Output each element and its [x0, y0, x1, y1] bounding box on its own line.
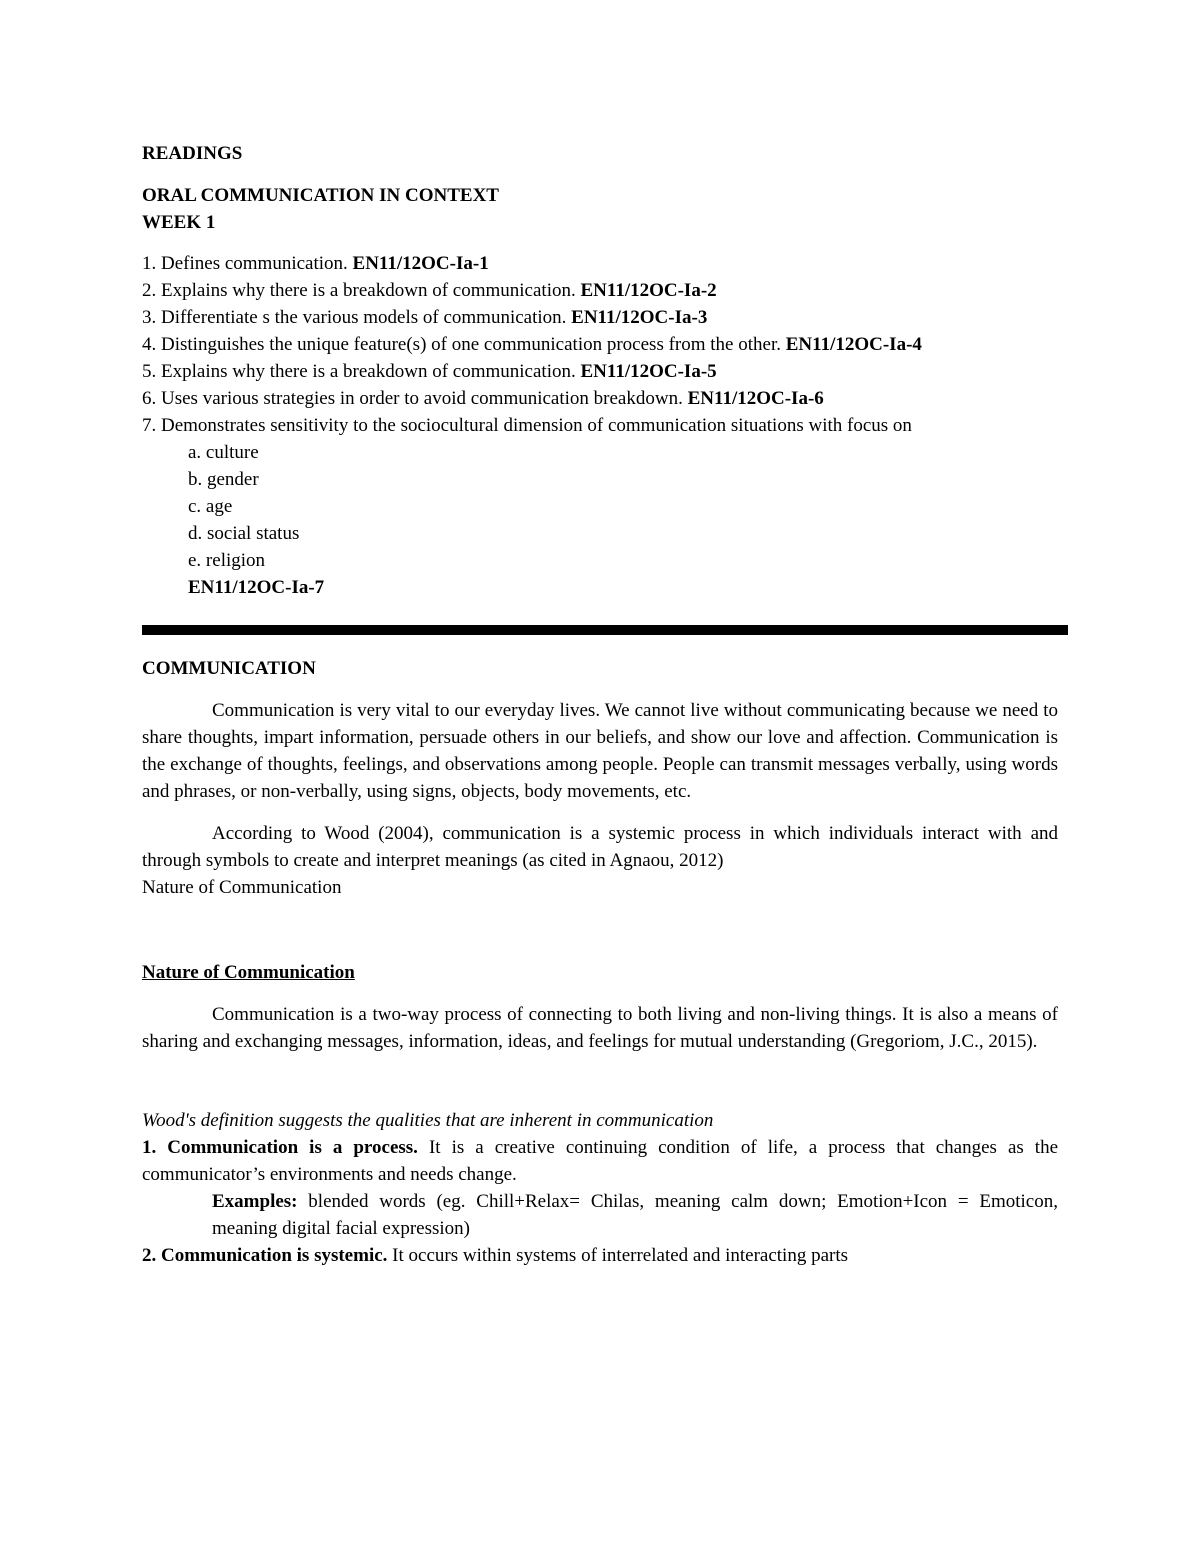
- woods-point-1: [142, 1134, 1058, 1188]
- sublist-code: EN11/12OC-Ia-7: [188, 577, 325, 598]
- objective-text: 2. Explains why there is a breakdown of communication.: [142, 280, 581, 301]
- objective-item: [142, 277, 1058, 304]
- sublist-item: d. social status: [188, 523, 300, 544]
- objective-text: 1. Defines communication.: [142, 253, 353, 274]
- readings-heading: READINGS: [142, 143, 243, 164]
- objective-text: 5. Explains why there is a breakdown of communication.: [142, 361, 581, 382]
- objective-text: 3. Differentiate s the various models of communication.: [142, 307, 572, 328]
- communication-heading: COMMUNICATION: [142, 658, 316, 679]
- sublist-item: e. religion: [188, 550, 266, 571]
- communication-paragraph-1: Communication is very vital to our everyday lives. We cannot live without communicating because we need to share thoughts, impart information, persuade others in our beliefs, and show our love and affection. Communication is the exchange of thoughts, feelings, and observations among people. People can transmit messages verbally, using words and phrases, or non-verbally, using signs, objects, body movements, etc.: [142, 700, 1058, 802]
- objective-code: EN11/12OC-Ia-2: [580, 280, 717, 301]
- objective-item: [142, 331, 1058, 358]
- objectives-list: [142, 250, 1058, 601]
- course-title: ORAL COMMUNICATION IN CONTEXT: [142, 185, 499, 206]
- objective-code: EN11/12OC-Ia-4: [785, 334, 922, 355]
- objective-text: 6. Uses various strategies in order to avoid communication breakdown.: [142, 388, 688, 409]
- point-2-title: 2. Communication is systemic.: [142, 1245, 388, 1266]
- communication-section: [142, 655, 1058, 1269]
- objective-text: 4. Distinguishes the unique feature(s) of one communication process from the other.: [142, 334, 786, 355]
- objective-item: [142, 412, 1058, 439]
- objective-item: [142, 304, 1058, 331]
- sublist-item: a. culture: [188, 442, 259, 463]
- objective-code: EN11/12OC-Ia-1: [352, 253, 489, 274]
- sublist-item: b. gender: [188, 469, 259, 490]
- examples-label: Examples:: [212, 1191, 298, 1212]
- objective-item: [142, 250, 1058, 277]
- objective-item: [142, 358, 1058, 385]
- objective-code: EN11/12OC-Ia-3: [571, 307, 708, 328]
- examples-text: blended words (eg. Chill+Relax= Chilas, meaning calm down; Emotion+Icon = Emoticon, meaning digital facial expression): [212, 1191, 1058, 1239]
- week-label: WEEK 1: [142, 212, 216, 233]
- objective-code: EN11/12OC-Ia-5: [580, 361, 717, 382]
- point-1-title: 1. Communication is a process.: [142, 1137, 418, 1158]
- point-2-text: It occurs within systems of interrelated and interacting parts: [387, 1245, 849, 1266]
- nature-paragraph: Communication is a two-way process of connecting to both living and non-living things. It is also a means of sharing and exchanging messages, information, ideas, and feelings for mutual understanding (Gregoriom, J.C., 2015).: [142, 1004, 1058, 1052]
- woods-point-2: [142, 1242, 1058, 1269]
- objective-text: 7. Demonstrates sensitivity to the sociocultural dimension of communication situations with focus on: [142, 415, 912, 436]
- focus-sublist: [142, 439, 1058, 601]
- objectives-section: [142, 140, 1058, 601]
- communication-paragraph-2: According to Wood (2004), communication is a systemic process in which individuals interact with and through symbols to create and interpret meanings (as cited in Agnaou, 2012): [142, 823, 1058, 871]
- nature-plain-label: Nature of Communication: [142, 877, 342, 898]
- point-1-text: It is a creative continuing condition of life, a process that changes as the communicator’s environments and needs change.: [142, 1137, 1058, 1185]
- objective-code: EN11/12OC-Ia-6: [687, 388, 824, 409]
- section-divider: [142, 625, 1068, 635]
- nature-heading: Nature of Communication: [142, 962, 355, 983]
- woods-intro: Wood's definition suggests the qualities that are inherent in communication: [142, 1110, 714, 1131]
- objective-item: [142, 385, 1058, 412]
- examples-block: [142, 1188, 1058, 1242]
- sublist-item: c. age: [188, 496, 233, 517]
